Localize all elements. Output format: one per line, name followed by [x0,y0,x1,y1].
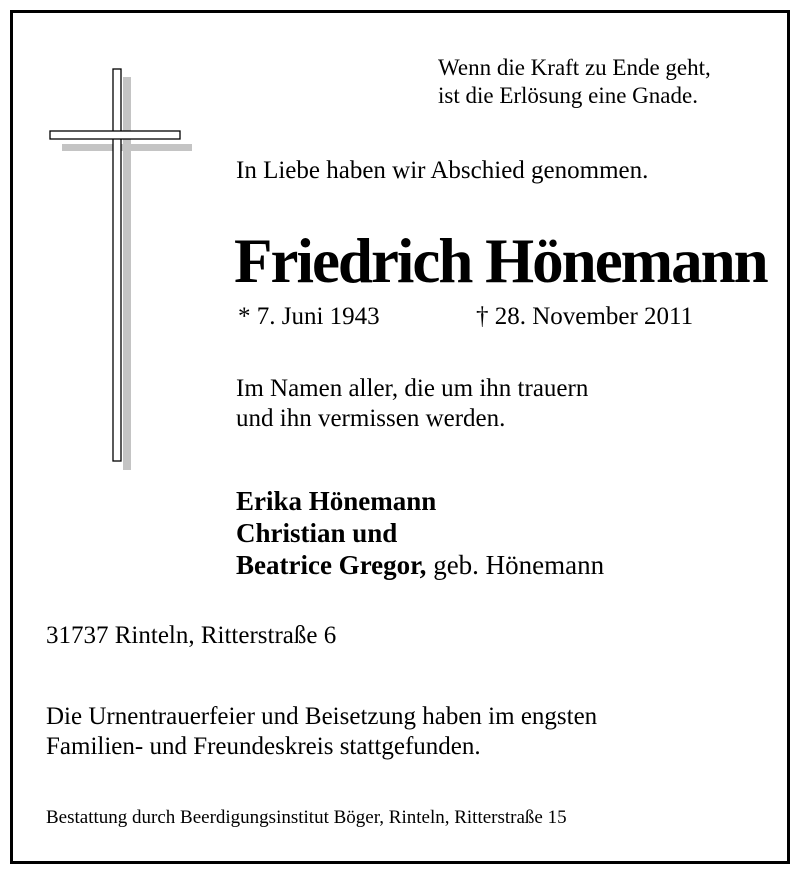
motto-line-1: Wenn die Kraft zu Ende geht, [438,55,711,80]
ceremony-line-1: Die Urnentrauerfeier und Beisetzung haben im engsten [46,703,598,730]
survivor-line-3 [236,549,604,581]
ceremony-text [46,702,597,762]
survivor-line-2 [236,517,604,549]
motto-line-2: ist die Erlösung eine Gnade. [438,83,698,108]
survivor-name: Beatrice Gregor, [236,550,427,580]
motto [438,54,711,110]
mourning-line-1: Im Namen aller, die um ihn trauern [236,375,589,402]
deceased-name: Friedrich Hönemann [234,226,767,296]
cross-outline [50,69,180,461]
survivors [236,485,604,581]
birth-date: * 7. Juni 1943 [238,303,380,330]
funeral-home: Bestattung durch Beerdigungsinstitut Böger, Rinteln, Ritterstraße 15 [46,807,567,828]
survivor-line-1 [236,485,604,517]
survivor-maiden-name: geb. Hönemann [433,550,605,580]
ceremony-line-2: Familien- und Freundeskreis stattgefunden. [46,733,481,760]
mourning-text [236,374,588,434]
family-address: 31737 Rinteln, Ritterstraße 6 [46,622,337,649]
survivor-name: Christian und [236,518,398,548]
survivor-name: Erika Hönemann [236,486,437,516]
intro-text: In Liebe haben wir Abschied genommen. [236,157,649,184]
death-date: † 28. November 2011 [476,303,694,330]
mourning-line-2: und ihn vermissen werden. [236,405,506,432]
